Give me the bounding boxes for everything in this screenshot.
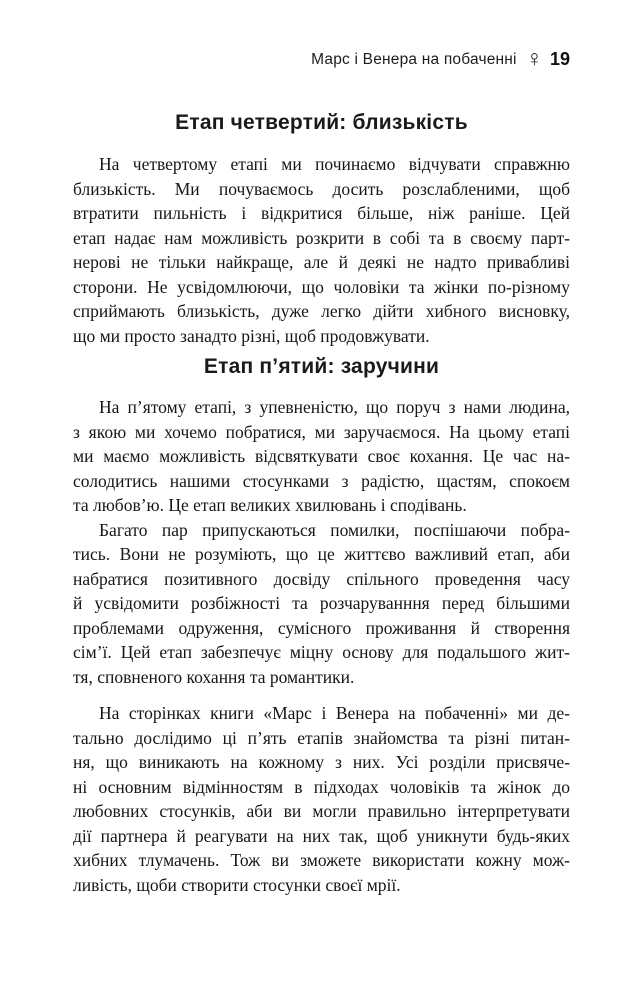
text-line: набратися позитивного досвіду спільного проведення часу xyxy=(73,568,570,589)
text-line: тально дослідимо ці п’ять етапів знайомства та різні питан- xyxy=(73,727,570,748)
paragraph-book-overview xyxy=(73,701,570,897)
text-line: сторони. Не усвідомлюючи, що чоловіки та жінки по-різному xyxy=(73,276,570,297)
text-line: втратити пильність і відкритися більше, ніж раніше. Цей xyxy=(73,203,570,223)
text-line: На п’ятому етапі, з упевненістю, що поруч з нами людина, xyxy=(99,397,570,417)
page-content xyxy=(73,0,570,897)
text-line: На сторінках книги «Марс і Венера на побаченні» ми де- xyxy=(99,703,570,723)
text-line: проблемами одруження, сумісного проживання й створення xyxy=(73,617,570,638)
paragraph-stage-five-mistake xyxy=(73,518,570,690)
text-line: ливість, щоби створити стосунки своєї мрії. xyxy=(73,874,401,895)
text-line: сім’ї. Цей етап забезпечує міцну основу для подальшого жит- xyxy=(73,642,570,662)
text-line: любовних стосунків, аби ви могли правильно інтерпретувати xyxy=(73,801,570,821)
text-line: ні основним відмінностям в підходах чоловіків та жінок до xyxy=(73,776,570,797)
page-number: 19 xyxy=(549,49,570,69)
text-line: тя, сповненого кохання та романтики. xyxy=(73,666,355,687)
paragraph-stage-four xyxy=(73,152,570,348)
text-line: близькість. Ми почуваємось досить розслабленими, щоб xyxy=(73,178,570,199)
text-line: та любов’ю. Це етап великих хвилювань і сподівань. xyxy=(73,495,467,515)
text-line: Багато пар припускаються помилки, поспішаючи побра- xyxy=(99,519,570,540)
text-line: що ми просто занадто різні, щоб продовжувати. xyxy=(73,325,430,346)
section-heading-stage-five: Етап п’ятий: заручини xyxy=(203,355,440,378)
venus-icon: ♀ xyxy=(525,45,543,71)
text-line: ня, що виникають на кожному з них. Усі розділи присвяче- xyxy=(73,752,570,772)
text-line: етап надає нам можливість розкрити в собі та в своєму парт- xyxy=(73,227,570,248)
text-line: На четвертому етапі ми починаємо відчувати справжню xyxy=(99,154,570,174)
section-heading-stage-four: Етап четвертий: близькість xyxy=(175,111,468,134)
text-line: солодитись нашими стосунками з радістю, щастям, спокоєм xyxy=(73,470,570,491)
running-title: Марс і Венера на побаченні xyxy=(311,50,517,68)
running-header xyxy=(73,45,570,71)
text-line: нерові не тільки найкраще, але й деякі не надто привабливі xyxy=(73,252,570,272)
text-line: дії партнера й реагувати на них так, щоб уникнути будь-яких xyxy=(73,825,570,846)
paragraph-stage-five-intro xyxy=(73,395,570,518)
text-line: й усвідомити розбіжності та розчаруванння перед більшими xyxy=(73,593,570,613)
text-line: сприймають близькість, дуже легко дійти хибного висновку, xyxy=(73,301,570,321)
text-line: хибних тлумачень. Тож ви зможете використати кожну мож- xyxy=(73,850,570,870)
text-line: з якою ми хочемо побратися, ми заручаємося. На цьому етапі xyxy=(73,421,570,442)
text-line: ми маємо можливість відсвяткувати своє кохання. Це час на- xyxy=(73,446,570,466)
text-line: тись. Вони не розуміють, що це життєво важливий етап, аби xyxy=(73,544,570,564)
